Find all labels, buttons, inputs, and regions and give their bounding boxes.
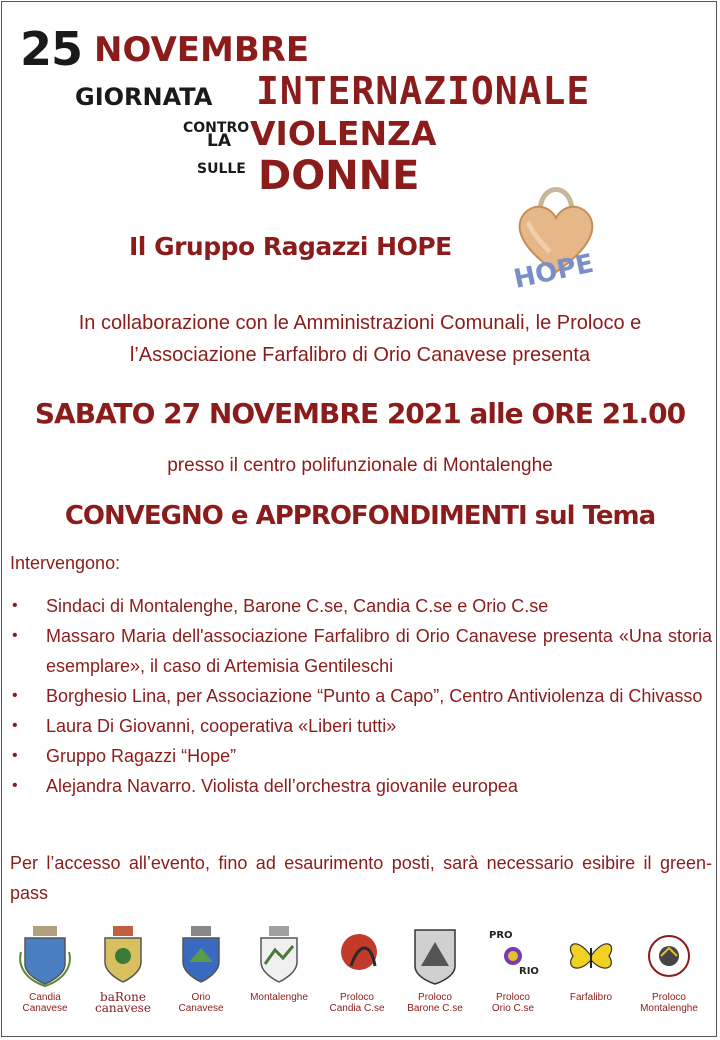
proloco-orio-logo-icon: [485, 922, 541, 988]
green-pass-note: Per l’accesso all’evento, fino ad esaurimento posti, sarà necessario esibire il green-pass: [10, 853, 712, 903]
heart-letters: HOPE: [511, 248, 597, 295]
montalenghe-crest-icon: [251, 922, 307, 988]
list-item: • Sindaci di Montalenghe, Barone C.se, Candia C.se e Orio C.se: [10, 591, 712, 621]
logo-orio: Orio Canavese: [166, 922, 236, 1014]
svg-text:PRO: PRO: [489, 930, 513, 941]
list-item: • Gruppo Ragazzi “Hope”: [10, 741, 712, 771]
collaboration-text: [12, 307, 708, 371]
proloco-candia-logo-icon: [329, 922, 385, 988]
logo-proloco-barone: Proloco Barone C.se: [400, 922, 470, 1014]
orio-crest-icon: [173, 922, 229, 988]
list-item: • Massaro Maria dell'associazione Farfalibro di Orio Canavese presenta «Una storia esemplare», il caso di Artemisia Gentileschi: [10, 621, 712, 681]
heart-padlock-icon: [510, 172, 602, 297]
group-title: Il Gruppo Ragazzi HOPE: [129, 232, 452, 261]
header-la: LA: [207, 131, 231, 151]
logo-farfalibro: Farfalibro: [556, 922, 626, 1003]
list-item: • Alejandra Navarro. Violista dell’orchestra giovanile europea: [10, 771, 712, 801]
logo-proloco-candia: Proloco Candia C.se: [322, 922, 392, 1014]
logo-proloco-orio: PRO RIO Proloco Orio C.se: [478, 922, 548, 1014]
event-venue: presso il centro polifunzionale di Montalenghe: [167, 455, 553, 476]
header-month: NOVEMBRE: [94, 30, 310, 70]
event-date: SABATO 27 NOVEMBRE 2021 alle ORE 21.00: [34, 397, 686, 430]
header-contro: CONTRO: [183, 120, 250, 136]
svg-text:RIO: RIO: [519, 966, 539, 977]
header-violenza: VIOLENZA: [250, 114, 437, 153]
collaboration-line-1: In collaborazione con le Amministrazioni Comunali, le Proloco e: [78, 312, 642, 334]
speakers-heading: Intervengono:: [10, 553, 121, 573]
logo-candia: Candia Canavese: [10, 922, 80, 1014]
bullet-icon: •: [12, 597, 18, 614]
bullet-icon: •: [12, 747, 18, 764]
bullet-icon: •: [12, 627, 18, 644]
bullet-icon: •: [12, 687, 18, 704]
header-internazionale: INTERNAZIONALE: [256, 69, 591, 113]
farfalibro-logo-icon: [563, 922, 619, 988]
header-sulle: SULLE: [197, 161, 246, 177]
bullet-icon: •: [12, 717, 18, 734]
logo-barone: baRone canavese: [88, 922, 158, 1014]
header-donne: DONNE: [258, 153, 420, 199]
proloco-montalenghe-logo-icon: [641, 922, 697, 988]
event-theme: CONVEGNO e APPROFONDIMENTI sul Tema: [64, 501, 656, 531]
header-giornata: GIORNATA: [75, 83, 213, 111]
collaboration-line-2: l’Associazione Farfalibro di Orio Canavese presenta: [129, 344, 591, 366]
logo-montalenghe: Montalenghe: [244, 922, 314, 1003]
logo-proloco-montalenghe: Proloco Montalenghe: [634, 922, 704, 1014]
proloco-barone-logo-icon: [407, 922, 463, 988]
barone-crest-icon: [95, 922, 151, 988]
header-number: 25: [20, 22, 83, 76]
sponsor-logos: [10, 922, 710, 1032]
speakers-list: [10, 591, 712, 801]
bullet-icon: •: [12, 777, 18, 794]
list-item: • Laura Di Giovanni, cooperativa «Liberi tutti»: [10, 711, 712, 741]
candia-crest-icon: [17, 922, 73, 988]
list-item: • Borghesio Lina, per Associazione “Punto a Capo”, Centro Antiviolenza di Chivasso: [10, 681, 712, 711]
